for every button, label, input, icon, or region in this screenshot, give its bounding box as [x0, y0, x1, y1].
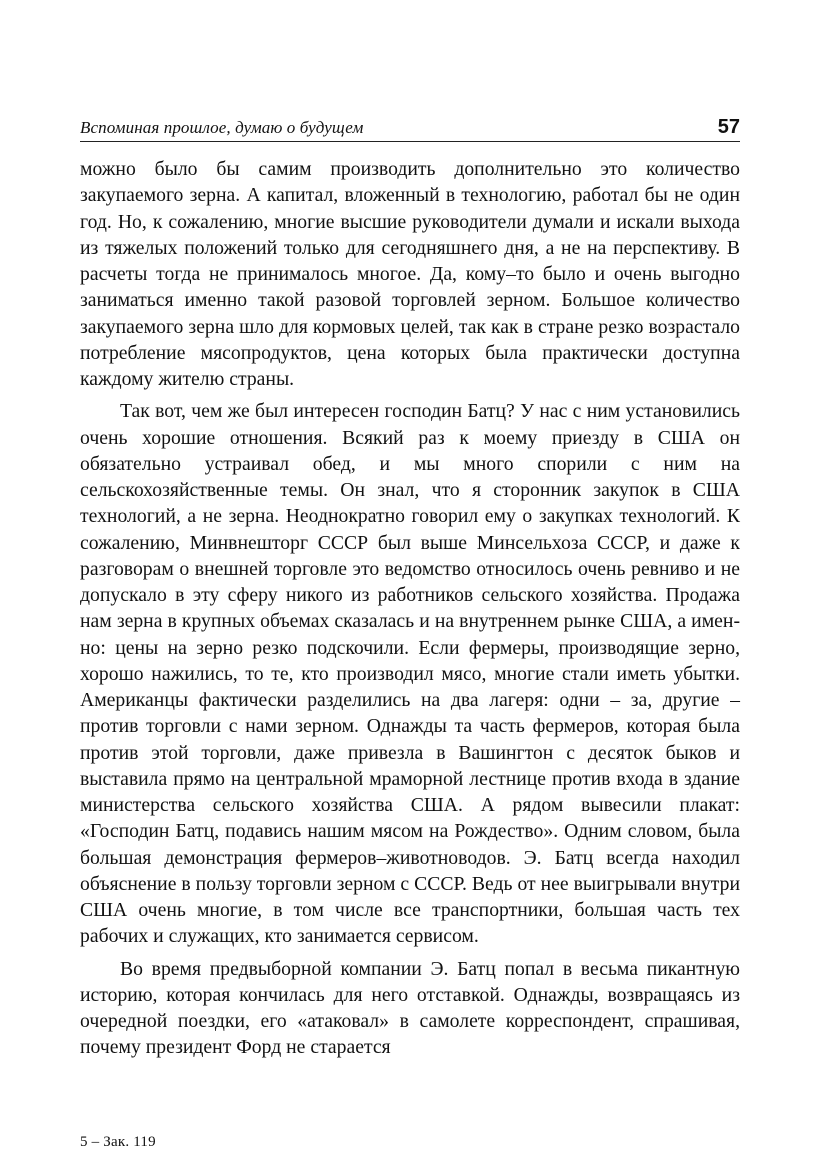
paragraph-batz-relations: Так вот, чем же был интересен господин Батц? У нас с ним установились очень хорошие отношения. Всякий раз к моему приезду в США он обязательно устраивал обед, и мы много спорили с ним на сельскохозяйственные темы. Он знал, что я сторонник закупок в США технологий, а не зерна. Неоднократно говорил ему о закупках технологий. К сожалению, Минвнешторг СССР был выше Минсельхоза СССР, и даже к разговорам о внешней торговле это ведомство относилось очень ревниво и не допускало в эту сферу никого из работников сельского хозяйства. Продажа нам зерна в крупных объемах сказалась и на внутреннем рынке США, а именно: цены на зерно резко подскочили. Если фермеры, производящие зерно, хорошо нажились, то те, кто производил мясо, многие стали иметь убытки. Американцы фактически разделились на два лагеря: одни – за, другие – против торговли с нами зерном. Однажды та часть фермеров, которая была против этой торговли, даже привезла в Вашингтон с десяток быков и выставила прямо на центральной мраморной лестнице против входа в здание министерства сельского хозяйства США. А рядом вывесили плакат: «Господин Батц, подавись нашим мясом на Рождество». Одним словом, была большая демонстрация фермеров–животноводов. Э. Батц всегда находил объяснение в пользу торговли зерном с СССР. Ведь от нее выигрывали внутри США очень многие, в том числе все транспортники, большая часть тех рабочих и служащих, кто занимается сервисом. — [80, 400, 740, 948]
paragraph-election-campaign: Во время предвыборной компании Э. Батц попал в весьма пикантную историю, которая кончилась для него отставкой. Однажды, возвращаясь из очередной поездки, его «атаковал» в самолете корреспондент, спрашивая, почему президент Форд не старается — [80, 957, 740, 1059]
running-header — [80, 111, 740, 142]
paragraph-continued: можно было бы самим производить дополнительно это количество закупаемого зерна. А капитал, вложенный в технологию, работал бы не один год. Но, к сожалению, многие высшие руководители думали и искали выхода из тяжелых положений только для сегодняшнего дня, а не на перспективу. В расчеты тогда не принималось многое. Да, кому–то было и очень выгодно заниматься именно такой разовой торговлей зерном. Большое количество закупаемого зерна шло для кормовых целей, так как в стране резко возрастало потребление мясопродуктов, цена которых была практически доступна каждому жителю страны. — [80, 158, 740, 390]
running-header-title: Вспоминая прошлое, думаю о будущем — [80, 118, 364, 137]
page-number: 57 — [717, 116, 740, 138]
printer-signature-mark: 5 – Зак. 119 — [80, 1134, 156, 1150]
main-text — [80, 156, 740, 1061]
